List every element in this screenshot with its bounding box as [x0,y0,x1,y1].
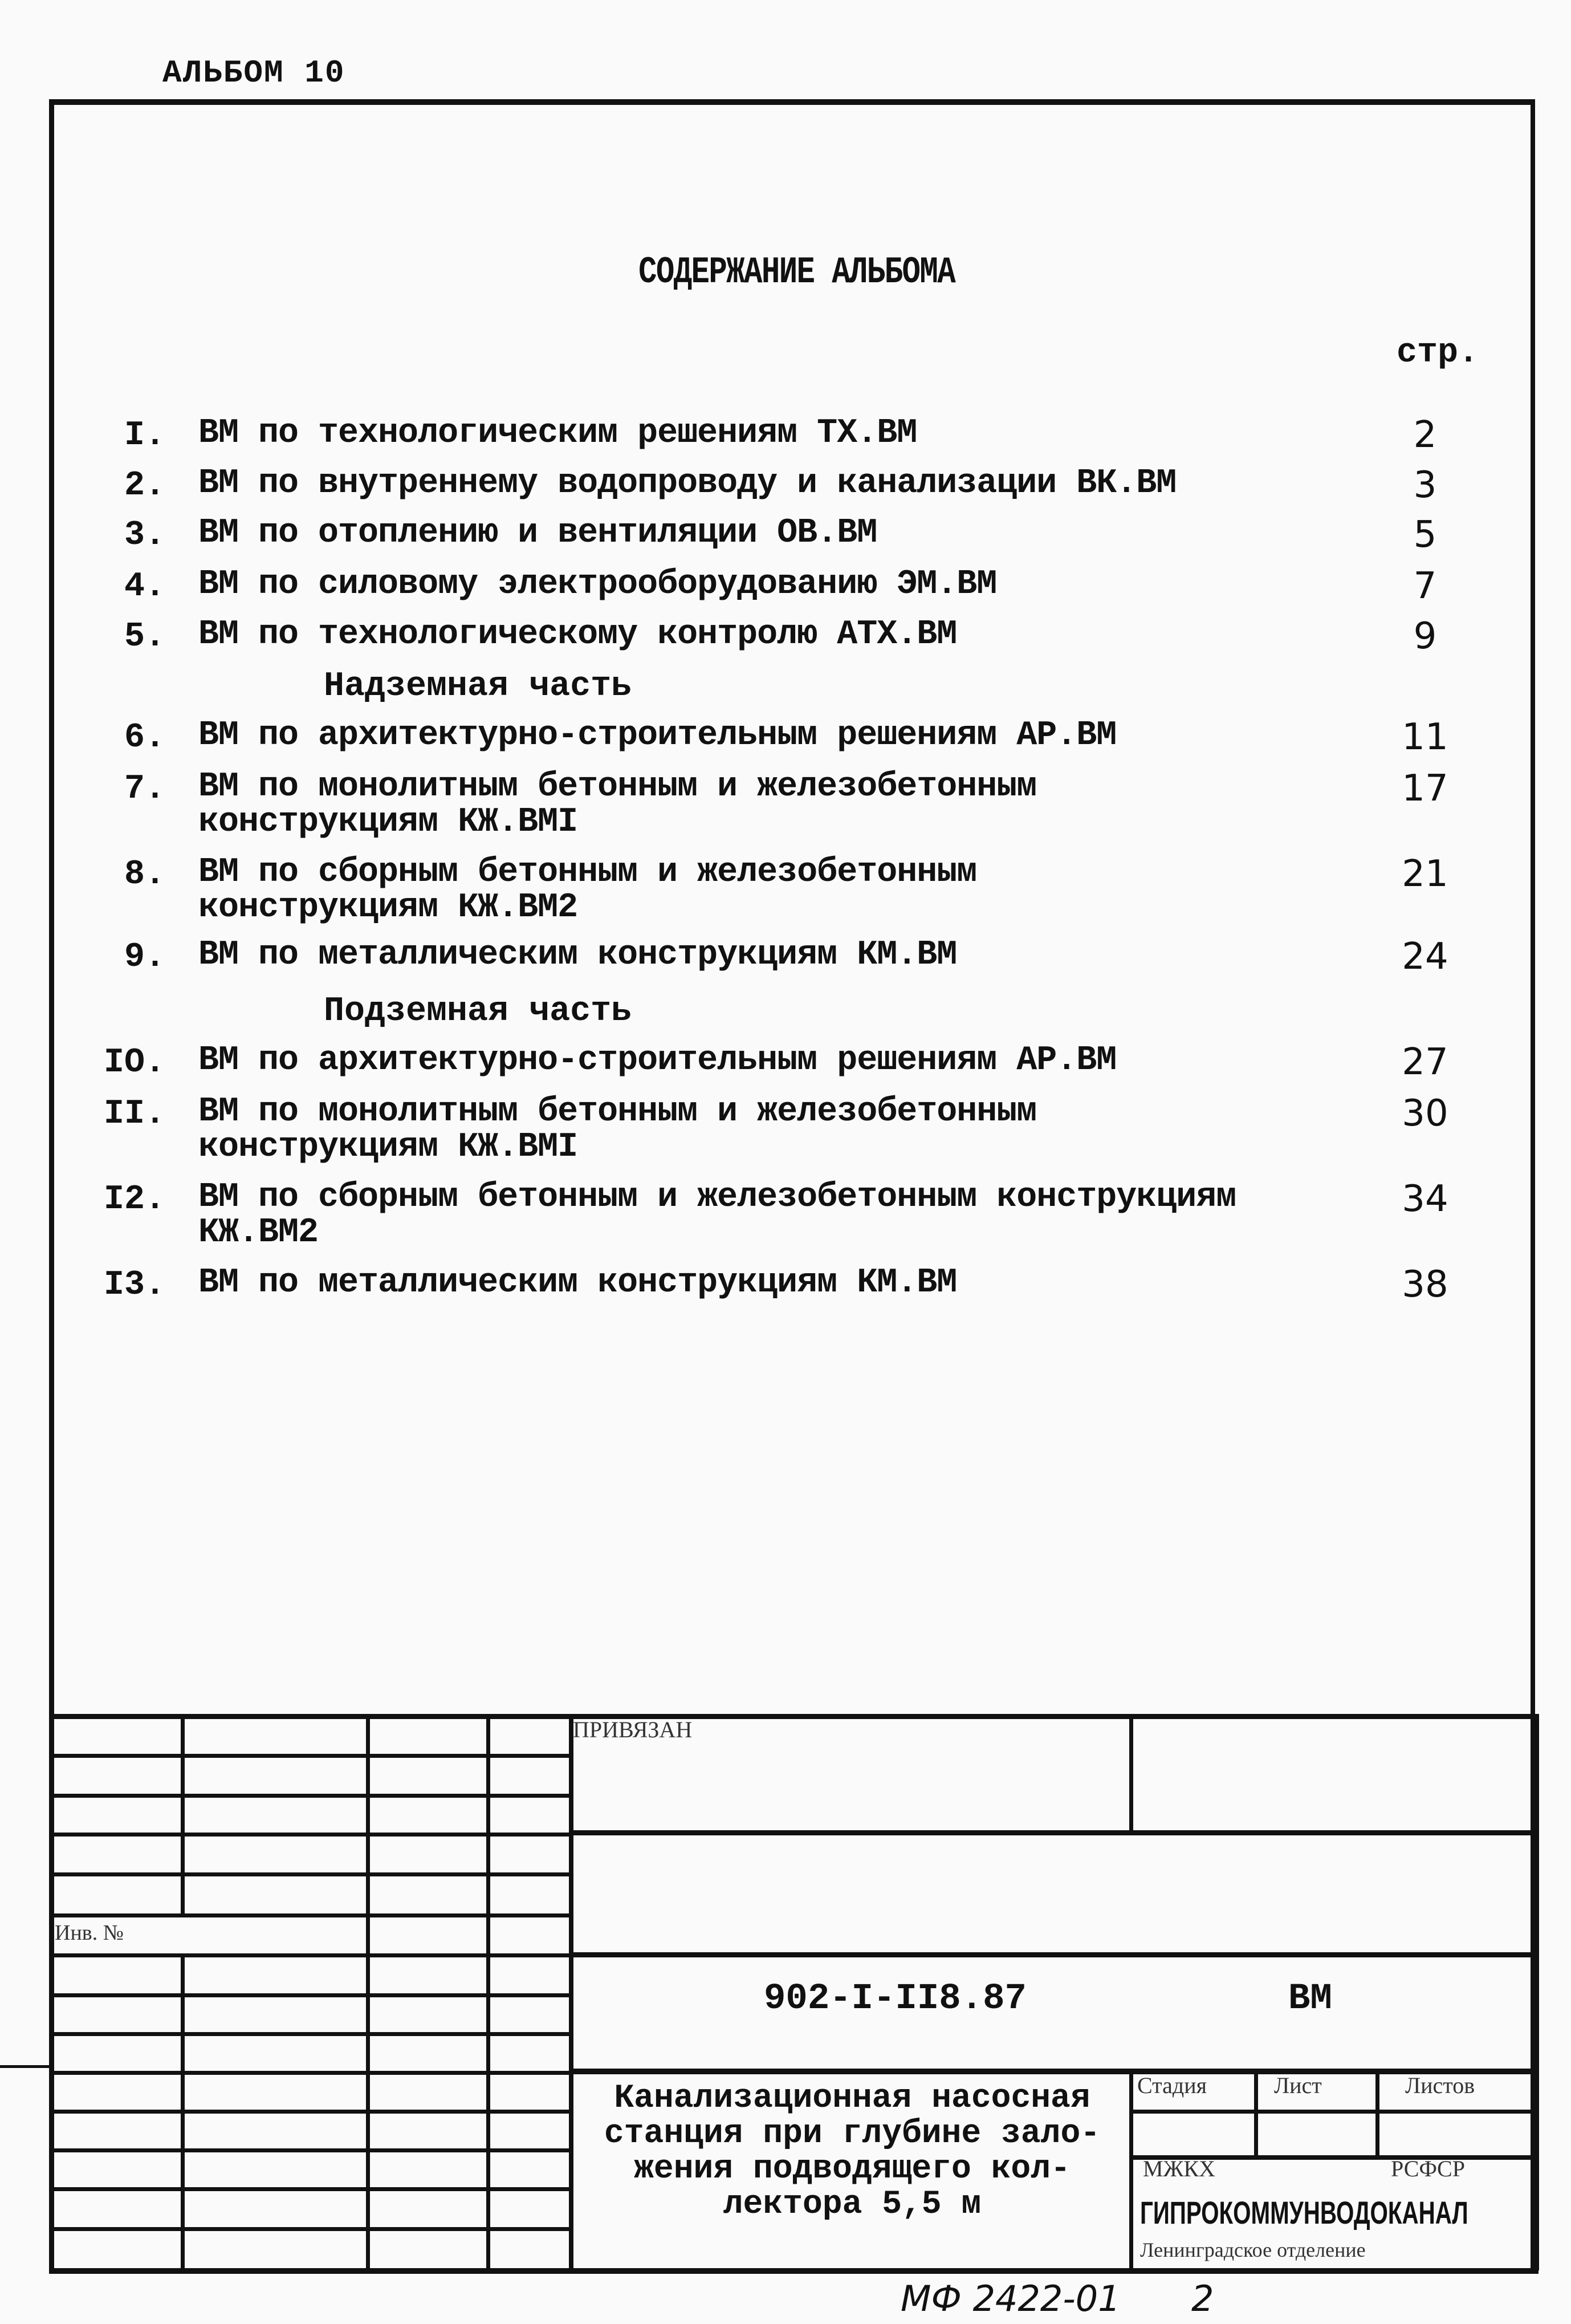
grid-line [49,1833,569,1837]
grid-line [1535,1714,1539,2270]
grid-line [569,2069,1539,2074]
grid-line [0,2065,49,2068]
toc-entry-number: I2. [103,1180,165,1219]
grid-line [366,1714,370,2270]
toc-entry-number: IO. [103,1043,165,1082]
stage-label: Стадия [1137,2073,1207,2098]
branch-name: Ленинградское отделение [1140,2238,1366,2261]
grid-line [49,1754,569,1758]
project-name-line: станция при глубине зало- [604,2115,1101,2152]
toc-entry-text: ВМ по металлическим конструкциям КМ.ВМ [198,936,957,974]
grid-line [181,1714,185,1913]
toc-entry-text: конструкциям КЖ.ВМ2 [198,888,578,927]
toc-entry-text: ВМ по сборным бетонным и железобетонным [198,853,977,892]
toc-entry-number: I3. [103,1266,165,1305]
toc-entry-number: 7. [124,770,165,808]
grid-line [49,2071,569,2075]
toc-entry-text: ВМ по сборным бетонным и железобетонным конструкциям [198,1178,1236,1217]
archive-stamp: МФ 2422-01 [901,2278,1121,2319]
toc-entry-page: 9 [1413,615,1437,657]
toc-entry-page: 30 [1402,1092,1448,1135]
grid-line [49,2187,569,2191]
toc-entry-text: ВМ по технологическому контролю АТХ.ВМ [198,615,957,654]
page-title: СОДЕРЖАНИЕ АЛЬБОМА [638,251,955,294]
toc-entry-page: 24 [1402,936,1448,978]
toc-entry-number: 2. [124,466,165,505]
toc-entry-text: ВМ по архитектурно-строительным решениям АР.ВМ [198,1041,1117,1080]
section-heading-above-ground: Надземная часть [324,667,632,706]
sheet-label: Лист [1274,2073,1322,2098]
toc-entry-text: ВМ по металлическим конструкциям КМ.ВМ [198,1263,957,1302]
grid-line [49,2227,569,2231]
document-type: ВМ [1288,1978,1332,2020]
grid-line [49,1872,569,1876]
toc-entry-text: КЖ.ВМ2 [198,1213,319,1252]
toc-entry-number: 3. [124,516,165,555]
sheets-count-label: Листов [1405,2073,1475,2098]
grid-line [49,1953,569,1957]
project-name-line: жения подводящего кол- [634,2151,1071,2188]
toc-entry-page: 7 [1413,565,1437,607]
toc-entry-number: 5. [124,617,165,656]
project-name-line: лектора 5,5 м [723,2186,982,2223]
grid-line [49,1794,569,1798]
toc-entry-page: 3 [1413,464,1437,506]
toc-entry-number: 6. [124,718,165,757]
grid-line [49,1993,569,1997]
document-code: 902-I-II8.87 [764,1978,1027,2020]
grid-line [569,1830,1539,1835]
grid-line [49,1913,569,1917]
toc-entry-page: 21 [1402,853,1448,895]
toc-entry-number: 8. [124,855,165,894]
section-heading-underground: Подземная часть [324,992,632,1031]
project-name [576,2081,1129,2223]
inventory-number-label: Инв. № [55,1921,124,1945]
toc-entry-page: 2 [1413,414,1437,456]
sheet-number: 2 [1191,2278,1214,2319]
toc-entry-text: конструкциям КЖ.ВМI [198,803,578,842]
grid-line [49,2110,569,2114]
grid-line [1129,2110,1539,2114]
grid-line [569,1952,1539,1957]
toc-entry-text: ВМ по внутреннему водопроводу и канализации ВК.ВМ [198,464,1177,503]
grid-line [486,1714,490,2270]
album-label: АЛЬБОМ 10 [162,55,345,91]
grid-line [49,2268,1539,2274]
toc-entry-number: II. [103,1095,165,1133]
toc-entry-number: 4. [124,567,165,606]
toc-entry-number: 9. [124,938,165,977]
grid-line [49,2032,569,2036]
republic-label: РСФСР [1391,2156,1465,2181]
toc-entry-text: ВМ по технологическим решениям ТХ.ВМ [198,414,917,453]
toc-entry-page: 17 [1402,767,1448,810]
toc-entry-number: I. [124,416,165,455]
ministry-label: МЖКХ [1143,2156,1215,2181]
toc-entry-page: 34 [1402,1178,1448,1220]
grid-line [49,2148,569,2152]
toc-entry-page: 27 [1402,1041,1448,1083]
toc-entry-text: ВМ по монолитным бетонным и железобетонным [198,767,1037,806]
project-name-line: Канализационная насосная [614,2080,1090,2117]
grid-line [49,1714,54,2270]
grid-line [181,1953,185,2270]
toc-entry-page: 11 [1402,716,1448,758]
toc-entry-text: конструкциям КЖ.ВМI [198,1128,578,1167]
toc-entry-text: ВМ по силовому электрооборудованию ЭМ.ВМ [198,565,997,604]
grid-line [1129,2069,1133,2269]
grid-line [569,1714,573,2270]
toc-entry-page: 38 [1402,1263,1448,1306]
page-column-header: стр. [1397,334,1479,372]
organization-name: ГИПРОКОММУНВОДОКАНАЛ [1140,2195,1468,2230]
privyazan-label: ПРИВЯЗАН [573,1717,693,1742]
toc-entry-text: ВМ по архитектурно-строительным решениям АР.ВМ [198,716,1117,755]
toc-entry-page: 5 [1413,514,1437,556]
toc-entry-text: ВМ по монолитным бетонным и железобетонным [198,1092,1037,1131]
grid-line [49,1714,1539,1719]
grid-line [1129,1714,1133,1831]
toc-entry-text: ВМ по отоплению и вентиляции ОВ.ВМ [198,514,877,552]
